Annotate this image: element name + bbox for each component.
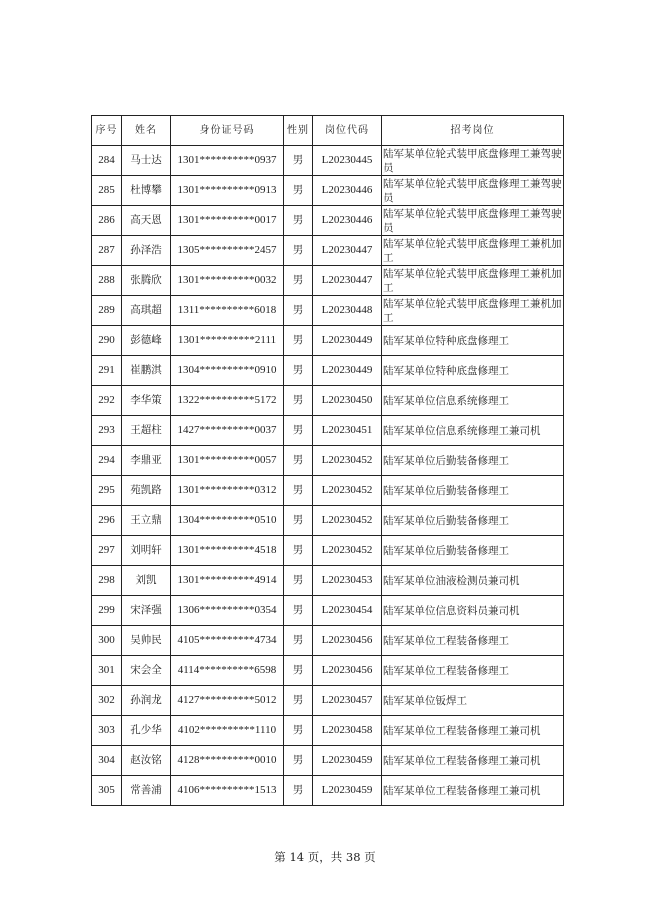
row-post-code: L20230450	[313, 386, 382, 416]
table-row	[92, 176, 564, 206]
table-row	[92, 146, 564, 176]
row-name: 刘凯	[122, 566, 171, 596]
row-id-number: 1304**********0910	[171, 356, 284, 386]
row-name: 彭德峰	[122, 326, 171, 356]
row-post-code: L20230459	[313, 746, 382, 776]
row-post-code: L20230449	[313, 326, 382, 356]
row-name: 孙泽浩	[122, 236, 171, 266]
row-id-number: 1301**********0913	[171, 176, 284, 206]
row-gender: 男	[284, 416, 313, 446]
row-gender: 男	[284, 506, 313, 536]
table-row	[92, 656, 564, 686]
row-id-number: 1306**********0354	[171, 596, 284, 626]
row-index: 289	[92, 296, 122, 326]
row-gender: 男	[284, 236, 313, 266]
row-name: 宋泽强	[122, 596, 171, 626]
row-index: 297	[92, 536, 122, 566]
row-post-code: L20230447	[313, 236, 382, 266]
row-name: 苑凯路	[122, 476, 171, 506]
row-name: 王超柱	[122, 416, 171, 446]
row-id-number: 1301**********0032	[171, 266, 284, 296]
table-row	[92, 386, 564, 416]
row-name: 李华策	[122, 386, 171, 416]
row-gender: 男	[284, 686, 313, 716]
row-post: 陆军某单位轮式装甲底盘修理工兼驾驶员	[383, 207, 562, 234]
table-row	[92, 596, 564, 626]
row-name: 高天恩	[122, 206, 171, 236]
table-header-row	[92, 116, 564, 146]
row-id-number: 4105**********4734	[171, 626, 284, 656]
row-post: 陆军某单位轮式装甲底盘修理工兼机加工	[383, 267, 562, 294]
row-index: 302	[92, 686, 122, 716]
table-row	[92, 566, 564, 596]
row-post: 陆军某单位后勤装备修理工	[382, 446, 564, 476]
row-gender: 男	[284, 386, 313, 416]
row-index: 304	[92, 746, 122, 776]
row-index: 296	[92, 506, 122, 536]
row-index: 285	[92, 176, 122, 206]
header-post-code: 岗位代码	[313, 116, 382, 146]
row-gender: 男	[284, 716, 313, 746]
row-id-number: 1304**********0510	[171, 506, 284, 536]
row-gender: 男	[284, 176, 313, 206]
row-gender: 男	[284, 596, 313, 626]
row-index: 294	[92, 446, 122, 476]
row-gender: 男	[284, 326, 313, 356]
row-index: 299	[92, 596, 122, 626]
row-post-code: L20230454	[313, 596, 382, 626]
row-name: 宋会全	[122, 656, 171, 686]
row-id-number: 4128**********0010	[171, 746, 284, 776]
row-index: 288	[92, 266, 122, 296]
row-name: 赵汝铭	[122, 746, 171, 776]
row-name: 杜博攀	[122, 176, 171, 206]
header-post: 招考岗位	[382, 116, 564, 146]
row-index: 291	[92, 356, 122, 386]
row-post-code: L20230449	[313, 356, 382, 386]
row-index: 303	[92, 716, 122, 746]
row-post-code: L20230459	[313, 776, 382, 806]
row-post-code: L20230448	[313, 296, 382, 326]
table-row	[92, 296, 564, 326]
table-row	[92, 236, 564, 266]
row-gender: 男	[284, 656, 313, 686]
row-post: 陆军某单位信息系统修理工	[382, 386, 564, 416]
row-gender: 男	[284, 206, 313, 236]
row-post-code: L20230458	[313, 716, 382, 746]
row-id-number: 4106**********1513	[171, 776, 284, 806]
row-id-number: 1301**********0312	[171, 476, 284, 506]
row-post: 陆军某单位轮式装甲底盘修理工兼机加工	[383, 237, 562, 264]
table-row	[92, 326, 564, 356]
row-index: 298	[92, 566, 122, 596]
row-post-code: L20230446	[313, 176, 382, 206]
table-row	[92, 446, 564, 476]
row-post-code: L20230451	[313, 416, 382, 446]
row-post-code: L20230452	[313, 476, 382, 506]
row-index: 292	[92, 386, 122, 416]
row-gender: 男	[284, 146, 313, 176]
row-id-number: 1305**********2457	[171, 236, 284, 266]
row-post-code: L20230447	[313, 266, 382, 296]
row-post-code: L20230446	[313, 206, 382, 236]
row-post-code: L20230456	[313, 626, 382, 656]
row-post: 陆军某单位信息系统修理工兼司机	[382, 416, 564, 446]
table-row	[92, 626, 564, 656]
row-gender: 男	[284, 476, 313, 506]
row-index: 287	[92, 236, 122, 266]
table-row	[92, 536, 564, 566]
row-id-number: 1301**********4518	[171, 536, 284, 566]
row-gender: 男	[284, 446, 313, 476]
row-index: 290	[92, 326, 122, 356]
header-name: 姓名	[122, 116, 171, 146]
row-gender: 男	[284, 266, 313, 296]
row-name: 常善浦	[122, 776, 171, 806]
row-post: 陆军某单位信息资料员兼司机	[382, 596, 564, 626]
table-row	[92, 266, 564, 296]
row-post: 陆军某单位工程装备修理工兼司机	[382, 746, 564, 776]
header-index: 序号	[92, 116, 122, 146]
row-gender: 男	[284, 746, 313, 776]
row-id-number: 1427**********0037	[171, 416, 284, 446]
row-post: 陆军某单位工程装备修理工兼司机	[382, 716, 564, 746]
row-name: 刘明轩	[122, 536, 171, 566]
row-id-number: 1301**********0937	[171, 146, 284, 176]
row-index: 286	[92, 206, 122, 236]
row-post: 陆军某单位特种底盘修理工	[382, 326, 564, 356]
header-gender: 性别	[284, 116, 313, 146]
row-index: 301	[92, 656, 122, 686]
candidate-table	[91, 115, 564, 806]
row-post: 陆军某单位特种底盘修理工	[382, 356, 564, 386]
table-row	[92, 356, 564, 386]
row-post: 陆军某单位油液检测员兼司机	[382, 566, 564, 596]
row-index: 300	[92, 626, 122, 656]
row-id-number: 1322**********5172	[171, 386, 284, 416]
row-id-number: 4114**********6598	[171, 656, 284, 686]
row-post: 陆军某单位后勤装备修理工	[382, 476, 564, 506]
row-post-code: L20230453	[313, 566, 382, 596]
row-name: 张腾欣	[122, 266, 171, 296]
row-post-code: L20230457	[313, 686, 382, 716]
page-footer: 第 14 页，共 38 页	[274, 850, 376, 864]
row-post-code: L20230452	[313, 536, 382, 566]
row-id-number: 1301**********2111	[171, 326, 284, 356]
row-post: 陆军某单位轮式装甲底盘修理工兼驾驶员	[383, 147, 562, 174]
header-id-number: 身份证号码	[171, 116, 284, 146]
row-name: 崔鹏淇	[122, 356, 171, 386]
row-id-number: 1301**********4914	[171, 566, 284, 596]
row-name: 孙润龙	[122, 686, 171, 716]
row-post: 陆军某单位后勤装备修理工	[382, 536, 564, 566]
row-gender: 男	[284, 626, 313, 656]
table-row	[92, 776, 564, 806]
row-post: 陆军某单位轮式装甲底盘修理工兼驾驶员	[383, 177, 562, 204]
table-row	[92, 746, 564, 776]
table-row	[92, 686, 564, 716]
row-id-number: 1311**********6018	[171, 296, 284, 326]
row-post: 陆军某单位轮式装甲底盘修理工兼机加工	[383, 297, 562, 324]
row-post: 陆军某单位后勤装备修理工	[382, 506, 564, 536]
table-row	[92, 206, 564, 236]
row-post-code: L20230445	[313, 146, 382, 176]
row-name: 李鼎亚	[122, 446, 171, 476]
row-gender: 男	[284, 296, 313, 326]
row-gender: 男	[284, 776, 313, 806]
row-id-number: 4102**********1110	[171, 716, 284, 746]
row-index: 284	[92, 146, 122, 176]
row-id-number: 1301**********0057	[171, 446, 284, 476]
row-post-code: L20230452	[313, 506, 382, 536]
row-index: 293	[92, 416, 122, 446]
row-post: 陆军某单位工程装备修理工	[382, 626, 564, 656]
row-post: 陆军某单位工程装备修理工	[382, 656, 564, 686]
row-index: 305	[92, 776, 122, 806]
table-row	[92, 506, 564, 536]
row-name: 王立鼎	[122, 506, 171, 536]
row-post-code: L20230456	[313, 656, 382, 686]
row-gender: 男	[284, 356, 313, 386]
row-name: 马士达	[122, 146, 171, 176]
table-row	[92, 416, 564, 446]
row-id-number: 4127**********5012	[171, 686, 284, 716]
row-post: 陆军某单位工程装备修理工兼司机	[382, 776, 564, 806]
row-index: 295	[92, 476, 122, 506]
row-gender: 男	[284, 536, 313, 566]
row-post: 陆军某单位钣焊工	[382, 686, 564, 716]
row-gender: 男	[284, 566, 313, 596]
table-row	[92, 716, 564, 746]
row-name: 吴帅民	[122, 626, 171, 656]
row-name: 孔少华	[122, 716, 171, 746]
table-row	[92, 476, 564, 506]
row-post-code: L20230452	[313, 446, 382, 476]
row-name: 高琪超	[122, 296, 171, 326]
row-id-number: 1301**********0017	[171, 206, 284, 236]
